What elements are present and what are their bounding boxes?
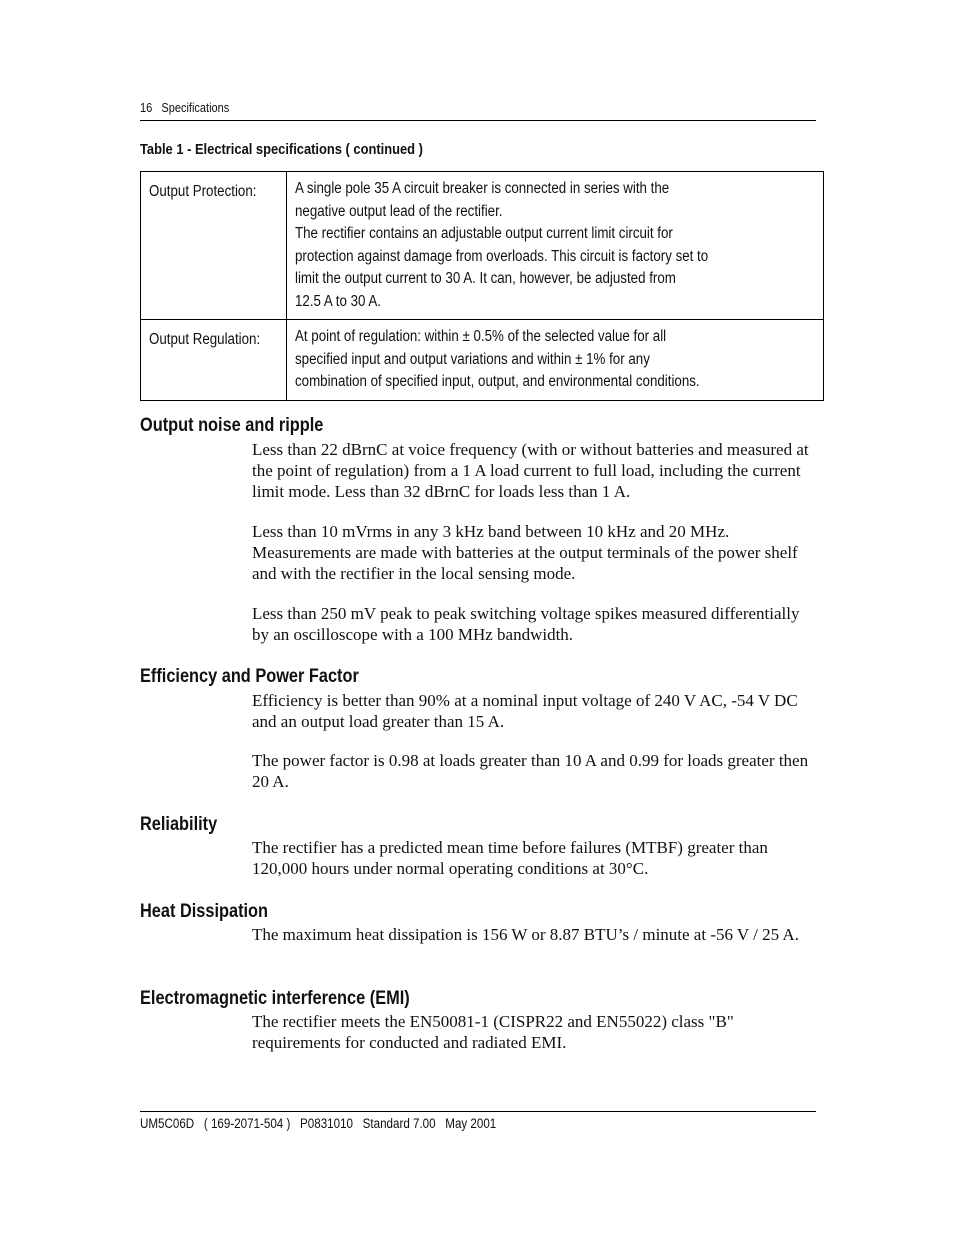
- section-heading: Electromagnetic interference (EMI): [140, 988, 410, 1009]
- table-caption: Table 1 - Electrical specifications ( continued ): [140, 141, 423, 158]
- section-paragraph: Less than 10 mVrms in any 3 kHz band between 10 kHz and 20 MHz. Measurements are made with batteries at the output terminals of the power shelf and with the rectifier in the local sensing mode.: [252, 522, 798, 583]
- row-line: The rectifier contains an adjustable output current limit circuit for: [295, 225, 674, 242]
- row-line: 12.5 A to 30 A.: [295, 292, 382, 310]
- section-name: Specifications: [161, 101, 230, 115]
- row-line: negative output lead of the rectifier.: [295, 202, 503, 220]
- row-label-cell: [141, 320, 287, 401]
- page-number: 16: [140, 101, 153, 115]
- section-paragraph: Efficiency is better than 90% at a nominal input voltage of 240 V AC, -54 V DC and an output load greater than 15 A.: [252, 691, 798, 731]
- header-rule: [140, 120, 816, 121]
- row-line: limit the output current to 30 A. It can, however, be adjusted from: [295, 270, 677, 287]
- row-line: specified input and output variations and within ± 1% for any: [295, 350, 651, 368]
- section-heading: Efficiency and Power Factor: [140, 666, 359, 687]
- row-value-cell: [287, 320, 824, 401]
- section-paragraph: The maximum heat dissipation is 156 W or 8.87 BTU’s / minute at -56 V / 25 A.: [252, 925, 799, 944]
- spec-table: [140, 171, 824, 401]
- row-value-cell: [287, 172, 824, 320]
- section-heading: Output noise and ripple: [140, 415, 324, 436]
- section-paragraph: The rectifier has a predicted mean time before failures (MTBF) greater than 120,000 hours under normal operating conditions at 30°C.: [252, 838, 768, 878]
- table-row: [141, 320, 824, 401]
- section-paragraph: The rectifier meets the EN50081-1 (CISPR22 and EN55022) class "B" requirements for conducted and radiated EMI.: [252, 1012, 734, 1052]
- footer-rule: [140, 1111, 816, 1112]
- section-paragraph: The power factor is 0.98 at loads greater than 10 A and 0.99 for loads greater then 20 A.: [252, 751, 809, 791]
- running-header: [140, 101, 735, 115]
- table-row: [141, 172, 824, 320]
- section-heading: Reliability: [140, 814, 218, 835]
- section-heading: Heat Dissipation: [140, 901, 269, 922]
- section-paragraph: Less than 250 mV peak to peak switching voltage spikes measured differentially by an oscilloscope with a 100 MHz bandwidth.: [252, 604, 800, 644]
- row-label: Output Protection:: [149, 183, 257, 200]
- row-line: protection against damage from overloads. This circuit is factory set to: [295, 247, 709, 265]
- row-line: A single pole 35 A circuit breaker is connected in series with the: [295, 180, 670, 197]
- row-line: At point of regulation: within ± 0.5% of the selected value for all: [295, 328, 667, 345]
- row-line: combination of specified input, output, and environmental conditions.: [295, 373, 700, 390]
- row-label: Output Regulation:: [149, 331, 261, 348]
- footer-text: UM5C06D ( 169-2071-504 ) P0831010 Standard 7.00 May 2001: [140, 1116, 497, 1131]
- row-label-cell: [141, 172, 287, 320]
- section-paragraph: Less than 22 dBrnC at voice frequency (with or without batteries and measured at the point of regulation) from a 1 A load current to full load, including the current limit mode. Less than 32 dBrnC for loads less than 1 A.: [252, 440, 809, 501]
